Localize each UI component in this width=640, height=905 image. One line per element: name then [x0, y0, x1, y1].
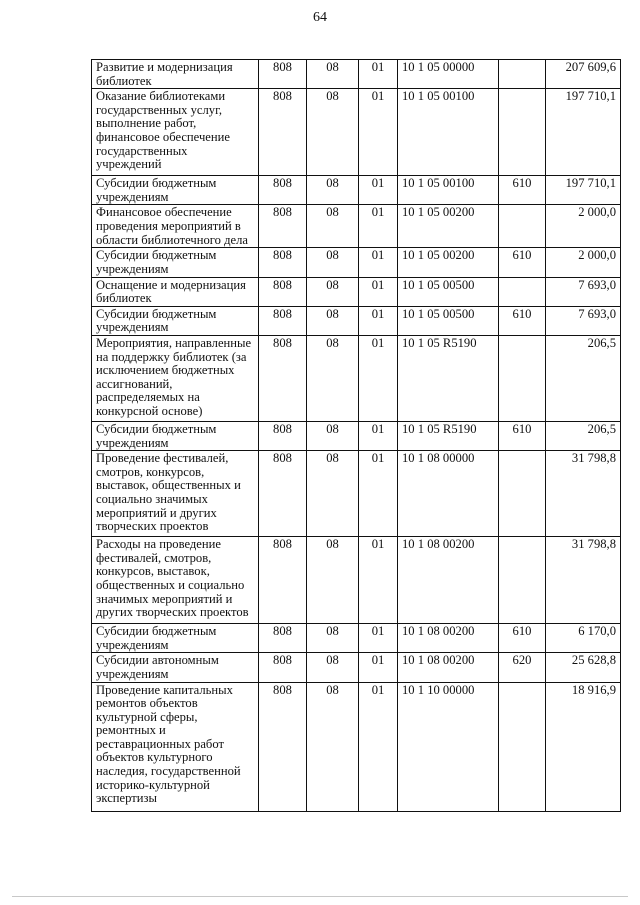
- cell-rz: 08: [307, 60, 359, 89]
- cell-rz: 08: [307, 335, 359, 421]
- cell-vr: 610: [499, 248, 546, 277]
- cell-gr: 808: [259, 653, 307, 682]
- cell-name: Субсидии бюджетным учреждениям: [92, 248, 259, 277]
- cell-sum: 197 710,1: [546, 89, 621, 176]
- cell-sum: 31 798,8: [546, 451, 621, 537]
- cell-gr: 808: [259, 60, 307, 89]
- cell-rz: 08: [307, 537, 359, 624]
- table-row: [92, 306, 621, 335]
- table-row: [92, 248, 621, 277]
- cell-pr: 01: [359, 89, 398, 176]
- cell-vr: 610: [499, 306, 546, 335]
- cell-gr: 808: [259, 682, 307, 811]
- cell-csr: 10 1 08 00200: [398, 537, 499, 624]
- cell-name: Мероприятия, направленные на поддержку библиотек (за исключением бюджетных ассигнований, распределяемых на конкурсной основе): [92, 335, 259, 421]
- cell-gr: 808: [259, 277, 307, 306]
- cell-pr: 01: [359, 682, 398, 811]
- cell-vr: [499, 451, 546, 537]
- cell-sum: 6 170,0: [546, 624, 621, 653]
- cell-name: Развитие и модернизация библиотек: [92, 60, 259, 89]
- cell-pr: 01: [359, 176, 398, 205]
- cell-rz: 08: [307, 205, 359, 248]
- table-row: [92, 205, 621, 248]
- table-row: [92, 682, 621, 811]
- cell-pr: 01: [359, 451, 398, 537]
- cell-gr: 808: [259, 176, 307, 205]
- cell-gr: 808: [259, 89, 307, 176]
- cell-csr: 10 1 05 R5190: [398, 335, 499, 421]
- cell-pr: 01: [359, 421, 398, 450]
- cell-csr: 10 1 08 00200: [398, 653, 499, 682]
- page-number: 64: [313, 10, 327, 25]
- cell-sum: 206,5: [546, 335, 621, 421]
- table-row: [92, 537, 621, 624]
- cell-sum: 2 000,0: [546, 248, 621, 277]
- budget-table: [91, 59, 621, 812]
- cell-csr: 10 1 05 00000: [398, 60, 499, 89]
- cell-gr: 808: [259, 335, 307, 421]
- cell-rz: 08: [307, 653, 359, 682]
- bottom-edge-line: [12, 896, 628, 897]
- cell-sum: 2 000,0: [546, 205, 621, 248]
- cell-name: Оснащение и модернизация библиотек: [92, 277, 259, 306]
- cell-name: Субсидии бюджетным учреждениям: [92, 176, 259, 205]
- cell-vr: [499, 277, 546, 306]
- cell-csr: 10 1 05 00500: [398, 277, 499, 306]
- cell-vr: [499, 89, 546, 176]
- cell-csr: 10 1 08 00000: [398, 451, 499, 537]
- cell-gr: 808: [259, 624, 307, 653]
- cell-pr: 01: [359, 537, 398, 624]
- cell-name: Финансовое обеспечение проведения мероприятий в области библиотечного дела: [92, 205, 259, 248]
- cell-csr: 10 1 10 00000: [398, 682, 499, 811]
- table-row: [92, 89, 621, 176]
- cell-sum: 207 609,6: [546, 60, 621, 89]
- cell-csr: 10 1 05 00500: [398, 306, 499, 335]
- table-row: [92, 176, 621, 205]
- cell-csr: 10 1 05 R5190: [398, 421, 499, 450]
- cell-name: Субсидии бюджетным учреждениям: [92, 306, 259, 335]
- cell-gr: 808: [259, 248, 307, 277]
- cell-vr: [499, 60, 546, 89]
- cell-pr: 01: [359, 277, 398, 306]
- cell-name: Расходы на проведение фестивалей, смотров, конкурсов, выставок, общественных и социально значимых мероприятий и других творческих проектов: [92, 537, 259, 624]
- cell-pr: 01: [359, 624, 398, 653]
- cell-vr: 610: [499, 176, 546, 205]
- cell-sum: 7 693,0: [546, 277, 621, 306]
- cell-gr: 808: [259, 306, 307, 335]
- table-row: [92, 451, 621, 537]
- cell-rz: 08: [307, 421, 359, 450]
- table-row: [92, 624, 621, 653]
- cell-pr: 01: [359, 653, 398, 682]
- cell-gr: 808: [259, 205, 307, 248]
- cell-rz: 08: [307, 451, 359, 537]
- cell-pr: 01: [359, 60, 398, 89]
- cell-name: Проведение капитальных ремонтов объектов культурной сферы, ремонтных и реставрационных работ объектов культурного наследия, государственной историко-культурной экспертизы: [92, 682, 259, 811]
- cell-name: Субсидии автономным учреждениям: [92, 653, 259, 682]
- cell-gr: 808: [259, 421, 307, 450]
- cell-gr: 808: [259, 451, 307, 537]
- cell-vr: 610: [499, 421, 546, 450]
- cell-rz: 08: [307, 624, 359, 653]
- cell-rz: 08: [307, 682, 359, 811]
- cell-sum: 206,5: [546, 421, 621, 450]
- table-row: [92, 653, 621, 682]
- cell-csr: 10 1 05 00200: [398, 248, 499, 277]
- table-row: [92, 60, 621, 89]
- cell-rz: 08: [307, 306, 359, 335]
- cell-rz: 08: [307, 277, 359, 306]
- cell-sum: 18 916,9: [546, 682, 621, 811]
- cell-csr: 10 1 05 00100: [398, 176, 499, 205]
- cell-vr: [499, 335, 546, 421]
- cell-gr: 808: [259, 537, 307, 624]
- cell-sum: 31 798,8: [546, 537, 621, 624]
- cell-name: Оказание библиотеками государственных услуг, выполнение работ, финансовое обеспечение государственных учреждений: [92, 89, 259, 176]
- cell-pr: 01: [359, 335, 398, 421]
- cell-csr: 10 1 08 00200: [398, 624, 499, 653]
- cell-vr: 610: [499, 624, 546, 653]
- cell-vr: [499, 682, 546, 811]
- cell-name: Субсидии бюджетным учреждениям: [92, 624, 259, 653]
- cell-pr: 01: [359, 205, 398, 248]
- cell-csr: 10 1 05 00200: [398, 205, 499, 248]
- table-row: [92, 421, 621, 450]
- table-row: [92, 335, 621, 421]
- cell-sum: 197 710,1: [546, 176, 621, 205]
- cell-csr: 10 1 05 00100: [398, 89, 499, 176]
- cell-rz: 08: [307, 89, 359, 176]
- cell-rz: 08: [307, 176, 359, 205]
- cell-sum: 25 628,8: [546, 653, 621, 682]
- cell-name: Проведение фестивалей, смотров, конкурсов, выставок, общественных и социально значимых мероприятий и других творческих проектов: [92, 451, 259, 537]
- cell-vr: 620: [499, 653, 546, 682]
- cell-name: Субсидии бюджетным учреждениям: [92, 421, 259, 450]
- cell-pr: 01: [359, 306, 398, 335]
- cell-rz: 08: [307, 248, 359, 277]
- table-body: [92, 60, 621, 812]
- cell-vr: [499, 537, 546, 624]
- cell-sum: 7 693,0: [546, 306, 621, 335]
- cell-pr: 01: [359, 248, 398, 277]
- table-row: [92, 277, 621, 306]
- cell-vr: [499, 205, 546, 248]
